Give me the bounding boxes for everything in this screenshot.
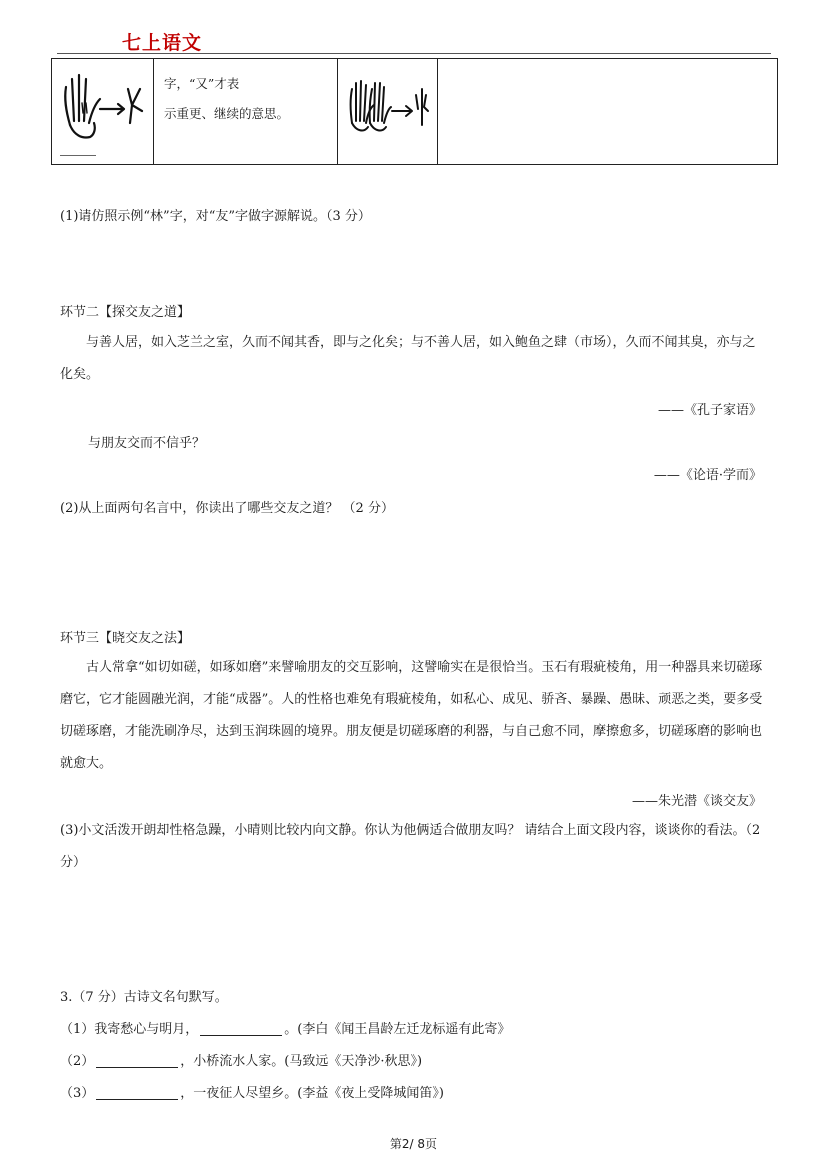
glyph-cell-1 <box>52 59 154 165</box>
q3-item-3-pre: （3） <box>60 1086 95 1101</box>
q3-item-3-blank[interactable] <box>96 1085 178 1100</box>
q3-item-2-blank[interactable] <box>96 1053 178 1068</box>
q3-item-3-post: ，一夜征人尽望乡。(李益《夜上受降城闻笛》) <box>180 1086 444 1101</box>
section3-heading: 环节三【晓交友之法】 <box>60 631 191 646</box>
q3-item-2-post: ，小桥流水人家。(马致远《天净沙·秋思》) <box>180 1054 423 1069</box>
section2-quote1: 与善人居，如入芝兰之室，久而不闻其香，即与之化矣；与不善人居，如入鲍鱼之肆（市场），久而不闻其臭，亦与之化矣。 <box>60 335 756 382</box>
question-2: (2)从上面两句名言中，你读出了哪些交友之道？ （2 分） <box>60 501 394 516</box>
glyph-cell-2 <box>154 59 338 165</box>
glyph-desc-line1: 字，“又”才表 <box>164 76 240 91</box>
two-hands-ancient-glyph-icon <box>338 59 438 159</box>
section2-source2: ——《论语·学而》 <box>653 468 762 483</box>
q3-item-1-pre: （1）我寄愁心与明月， <box>60 1022 199 1037</box>
q3-item-1 <box>60 1018 510 1037</box>
glyph-cell-4 <box>438 59 778 165</box>
section2-heading: 环节二【探交友之道】 <box>60 305 191 320</box>
q3-item-1-blank[interactable] <box>200 1021 282 1036</box>
q3-item-2-pre: （2） <box>60 1054 95 1069</box>
q3-item-1-post: 。(李白《闻王昌龄左迁龙标遥有此寄》 <box>284 1022 511 1037</box>
hand-ancient-glyph-icon <box>52 59 152 159</box>
cell-underline <box>60 155 96 156</box>
q3-item-3 <box>60 1082 444 1101</box>
section3-passage: 古人常拿“如切如磋，如琢如磨”来譬喻朋友的交互影响，这譬喻实在是很恰当。玉石有瑕疵棱角，用一种器具来切磋琢磨它，它才能圆融光润，才能“成器”。人的性格也难免有瑕疵棱角，如私心、成见、骄吝、暴躁、愚昧、顽恶之类，要多受切磋琢磨，才能洗刷净尽，达到玉润珠圆的境界。朋友便是切磋琢磨的利器，与自己愈不同，摩擦愈多，切磋琢磨的影响也就愈大。 <box>60 660 763 771</box>
section3-source: ——朱光潜《谈交友》 <box>631 794 762 809</box>
question-1: (1)请仿照示例“林”字，对“友”字做字源解说。（3 分） <box>60 209 371 224</box>
glyph-table <box>51 58 778 165</box>
glyph-desc-line2: 示重更、继续的意思。 <box>164 106 290 121</box>
section2-source1: ——《孔子家语》 <box>657 403 762 418</box>
header-title: 七上语文 <box>122 32 203 54</box>
glyph-cell-3 <box>338 59 438 165</box>
q3-item-2 <box>60 1050 422 1069</box>
header-divider <box>57 53 771 54</box>
page-number: 第2/ 8页 <box>389 1137 438 1151</box>
section2-quote2: 与朋友交而不信乎？ <box>88 436 206 451</box>
q3-title: 3.（7 分）古诗文名句默写。 <box>60 990 228 1005</box>
question-3: (3)小文活泼开朗却性格急躁，小晴则比较内向文静。你认为他俩适合做朋友吗？ 请结合上面文段内容，谈谈你的看法。（2 分） <box>60 823 761 870</box>
